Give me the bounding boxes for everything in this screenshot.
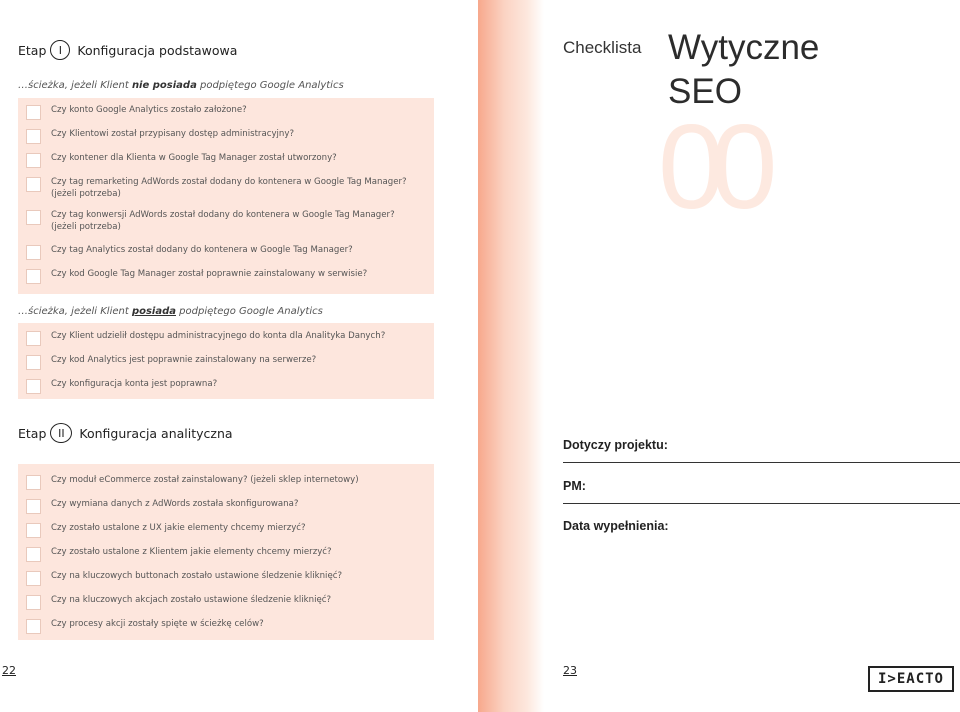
checkbox[interactable] xyxy=(26,619,41,634)
checklist-item-text: Czy zostało ustalone z UX jakie elementy chcemy mierzyć? xyxy=(51,523,306,533)
checklist-item-text: Czy konto Google Analytics zostało założone? xyxy=(51,105,247,115)
stage-title: Konfiguracja podstawowa xyxy=(77,42,238,58)
checkbox[interactable] xyxy=(26,269,41,284)
checklist-item-text: Czy na kluczowych buttonach zostało ustawione śledzenie kliknięć? xyxy=(51,571,343,581)
checkbox[interactable] xyxy=(26,475,41,490)
field-date: Data wypełnienia: xyxy=(563,519,669,533)
checkbox[interactable] xyxy=(26,210,41,225)
checkbox[interactable] xyxy=(26,355,41,370)
checkbox[interactable] xyxy=(26,331,41,346)
checkbox[interactable] xyxy=(26,245,41,260)
field-underline xyxy=(563,503,960,504)
big-number: 00 xyxy=(658,100,764,234)
page-number-left: 22 xyxy=(2,664,16,677)
checkbox[interactable] xyxy=(26,177,41,192)
ideacto-logo: I>EACTO xyxy=(868,666,954,692)
stage-1-heading xyxy=(18,40,237,60)
checklist-item-text: Czy Klient udzielił dostępu administracyjnego do konta dla Analityka Danych? xyxy=(51,331,386,341)
checklist-box-basic xyxy=(18,98,434,294)
checklist-item-text: Czy kod Analytics jest poprawnie zainstalowany na serwerze? xyxy=(51,355,317,365)
field-pm: PM: xyxy=(563,479,960,493)
stage-2-heading xyxy=(18,423,233,443)
checkbox[interactable] xyxy=(26,129,41,144)
stage-prefix: Etap xyxy=(18,425,47,441)
stage-number-badge: I xyxy=(50,40,70,60)
path-note-no-analytics: …ścieżka, jeżeli Klient nie posiada podpiętego Google Analytics xyxy=(18,80,344,91)
checkbox[interactable] xyxy=(26,571,41,586)
title-line-2: SEO xyxy=(668,72,742,111)
checklist-item-note: (jeżeli potrzeba) xyxy=(51,189,121,199)
stage-prefix: Etap xyxy=(18,42,47,58)
right-page xyxy=(544,0,960,712)
checklist-item-text: Czy konfiguracja konta jest poprawna? xyxy=(51,379,218,389)
checkbox[interactable] xyxy=(26,595,41,610)
field-project: Dotyczy projektu: xyxy=(563,438,960,452)
checklist-item-text: Czy procesy akcji zostały spięte w ścieżkę celów? xyxy=(51,619,264,629)
checkbox[interactable] xyxy=(26,523,41,538)
field-underline xyxy=(563,462,960,463)
checklist-item-text: Czy moduł eCommerce został zainstalowany? (jeżeli sklep internetowy) xyxy=(51,475,359,485)
title-line-1: Wytyczne xyxy=(668,28,820,67)
checklist-item-text: Czy Klientowi został przypisany dostęp administracyjny? xyxy=(51,129,295,139)
checklist-item-text: Czy na kluczowych akcjach zostało ustawione śledzenie kliknięć? xyxy=(51,595,332,605)
checklist-item-text: Czy tag konwersji AdWords został dodany do kontenera w Google Tag Manager? xyxy=(51,210,395,220)
stage-title: Konfiguracja analityczna xyxy=(79,425,233,441)
checkbox[interactable] xyxy=(26,153,41,168)
checklist-box-existing xyxy=(18,323,434,399)
checklist-item-text: Czy kod Google Tag Manager został poprawnie zainstalowany w serwisie? xyxy=(51,269,368,279)
checklist-item-text: Czy tag remarketing AdWords został dodany do kontenera w Google Tag Manager? xyxy=(51,177,407,187)
checkbox[interactable] xyxy=(26,105,41,120)
page-number-right: 23 xyxy=(563,664,577,677)
checklist-item-text: Czy kontener dla Klienta w Google Tag Manager został utworzony? xyxy=(51,153,337,163)
checklist-item-note: (jeżeli potrzeba) xyxy=(51,222,121,232)
checkbox[interactable] xyxy=(26,499,41,514)
checklist-label: Checklista xyxy=(563,38,642,57)
checklist-item-text: Czy tag Analytics został dodany do kontenera w Google Tag Manager? xyxy=(51,245,353,255)
stage-number-badge: II xyxy=(50,423,72,443)
page-spine xyxy=(478,0,544,712)
path-note-has-analytics: …ścieżka, jeżeli Klient posiada podpiętego Google Analytics xyxy=(18,306,323,317)
checkbox[interactable] xyxy=(26,547,41,562)
checklist-item-text: Czy zostało ustalone z Klientem jakie elementy chcemy mierzyć? xyxy=(51,547,332,557)
checkbox[interactable] xyxy=(26,379,41,394)
checklist-item-text: Czy wymiana danych z AdWords została skonfigurowana? xyxy=(51,499,299,509)
checklist-box-analytics xyxy=(18,464,434,640)
